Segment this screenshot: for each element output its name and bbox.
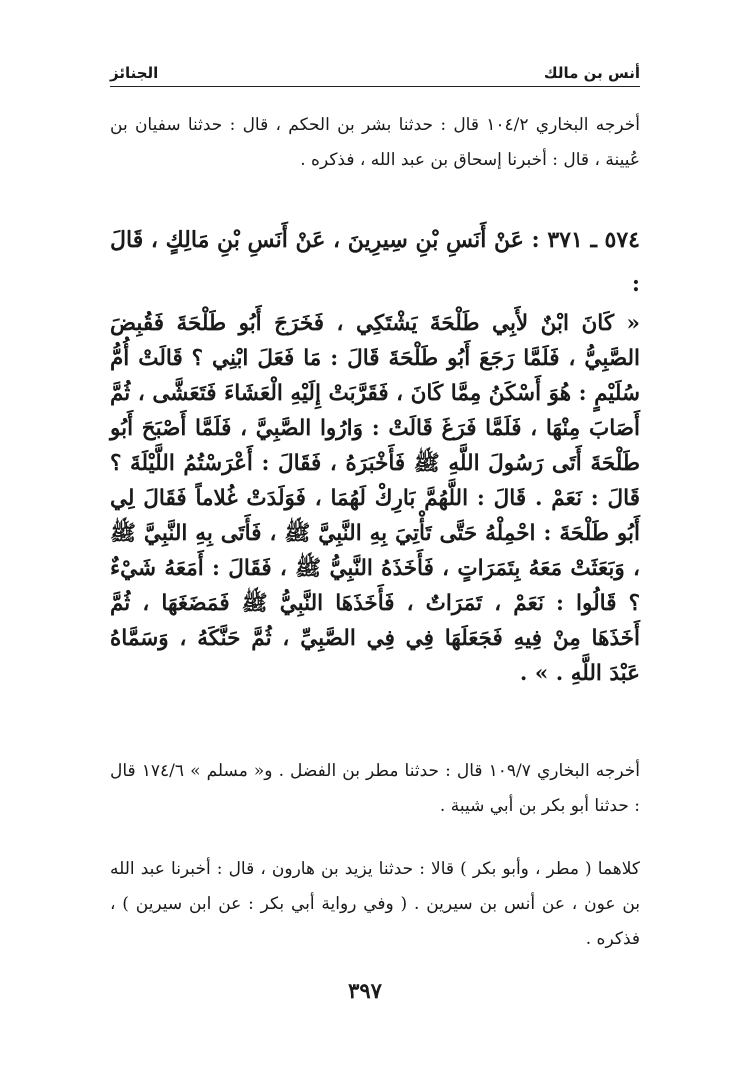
footnote-text: أخرجه البخاري ١٠٤/٢ قال : حدثنا بشر بن الحكم ، قال : حدثنا سفيان بن عُيينة ، قال : أخبرنا إسحاق بن عبد الله ، فذكره . <box>110 115 641 170</box>
footnote-takhrij-3 <box>110 852 640 957</box>
running-header <box>110 60 640 87</box>
hadith-isnad: عَنْ أَنَسِ بْنِ سِيرِينَ ، عَنْ أَنَسِ بْنِ مَالِكٍ ، قَالَ : <box>110 227 640 297</box>
footnote-takhrij-2 <box>110 754 640 824</box>
header-chapter-left: الجنائز <box>110 64 164 82</box>
footnote-takhrij-1 <box>110 108 640 178</box>
page-number: ٣٩٧ <box>348 978 382 1003</box>
hadith-heading <box>110 218 640 306</box>
footnote-text: أخرجه البخاري ١٠٩/٧ قال : حدثنا مطر بن الفضل . و« مسلم » ١٧٤/٦ قال : حدثنا أبو بكر بن أبي شيبة . <box>110 761 641 816</box>
hadith-number: ٥٧٤ ـ ٣٧١ : <box>531 227 640 253</box>
footnote-text: كلاهما ( مطر ، وأبو بكر ) قالا : حدثنا يزيد بن هارون ، قال : أخبرنا عبد الله بن عون ، عن أنس بن سيرين . ( وفي رواية أبي بكر : عن ابن سيرين ) ، فذكره . <box>110 859 640 949</box>
hadith-matn: « كَانَ ابْنٌ لأَبِي طَلْحَةَ يَشْتَكِي ، فَخَرَجَ أَبُو طَلْحَةَ فَقُبِضَ الصَّبِيُّ ، فَلَمَّا رَجَعَ أَبُو طَلْحَةَ قَالَ : مَا فَعَلَ ابْنِي ؟ قَالَتْ أُمُّ سُلَيْمٍ : هُوَ أَسْكَنُ مِمَّا كَانَ ، فَقَرَّبَتْ إِلَيْهِ الْعَشَاءَ فَتَعَشَّى ، ثُمَّ أَصَابَ مِنْهَا ، فَلَمَّا فَرَغَ قَالَتْ : وَارُوا الصَّبِيَّ ، فَلَمَّا أَصْبَحَ أَبُو طَلْحَةَ أَتَى رَسُولَ اللَّهِ ﷺ فَأَخْبَرَهُ ، فَقَالَ : أَعْرَسْتُمُ اللَّيْلَةَ ؟ قَالَ : نَعَمْ . قَالَ : اللَّهُمَّ بَارِكْ لَهُمَا ، فَوَلَدَتْ غُلاماً فَقَالَ لِي أَبُو طَلْحَةَ : احْمِلْهُ حَتَّى تَأْتِيَ بِهِ النَّبِيَّ ﷺ ، فَأَتَى بِهِ النَّبِيَّ ﷺ ، وَبَعَثَتْ مَعَهُ بِتَمَرَاتٍ ، فَأَخَذَهُ النَّبِيُّ ﷺ ، فَقَالَ : أَمَعَهُ شَيْءٌ ؟ قَالُوا : نَعَمْ ، تَمَرَاتٌ ، فَأَخَذَهَا النَّبِيُّ ﷺ فَمَضَغَهَا ، ثُمَّ أَخَذَهَا مِنْ فِيهِ فَجَعَلَهَا فِي فِي الصَّبِيِّ ، ثُمَّ حَنَّكَهُ ، وَسَمَّاهُ عَبْدَ اللَّهِ . » . <box>110 311 640 686</box>
header-chapter-right: أنس بن مالك <box>538 64 640 82</box>
